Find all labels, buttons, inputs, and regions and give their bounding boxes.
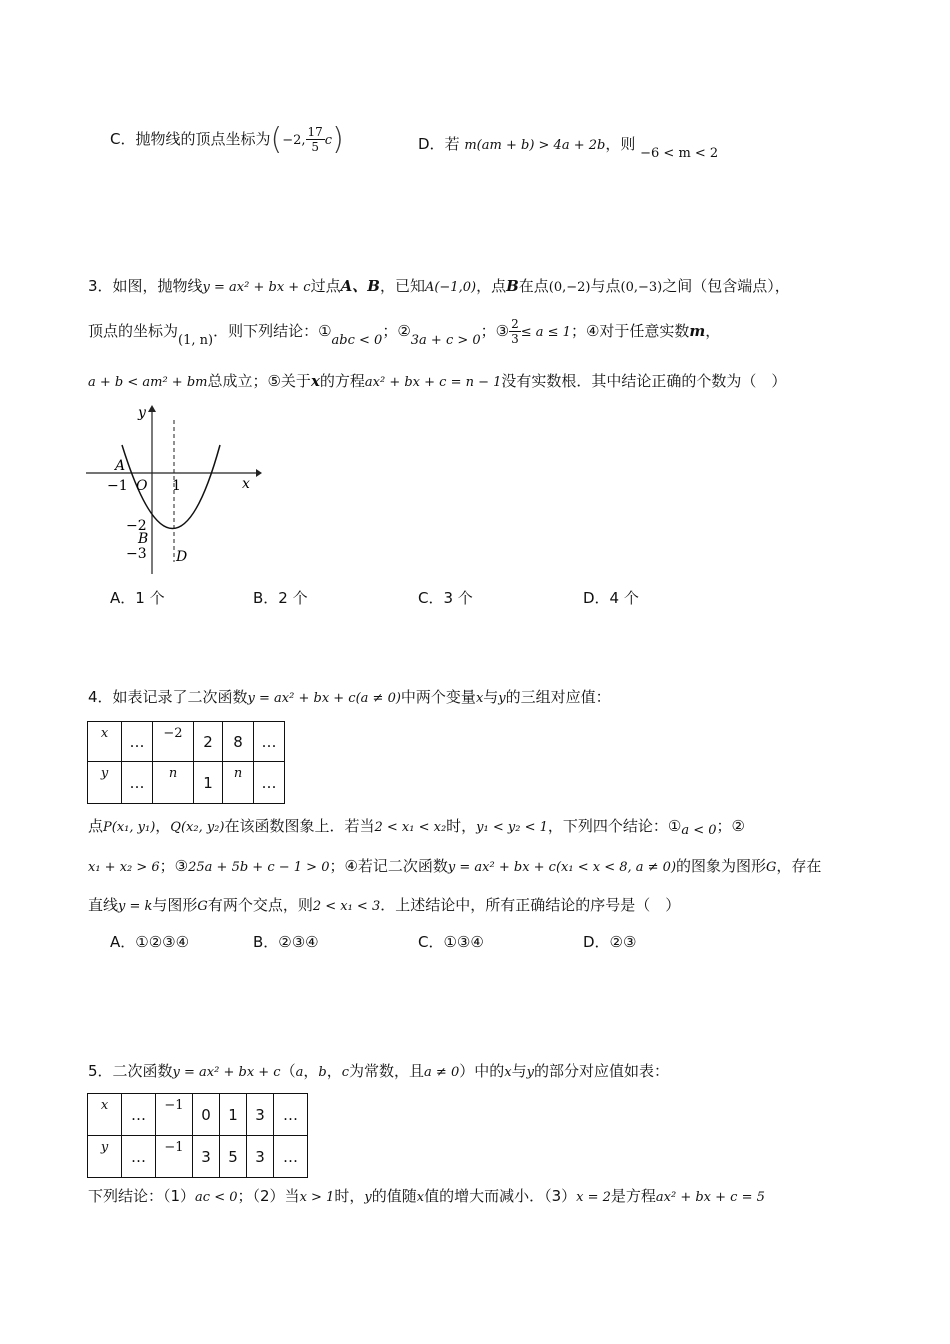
q4-l2-m2: Q(x₂, y₂): [170, 820, 225, 835]
q5-l1-m3: b: [318, 1065, 327, 1080]
q3-frac-den: 3: [511, 332, 519, 346]
q3-l3-m1: a + b < am² + bm: [88, 375, 208, 390]
q5-l1-f: ）中的: [459, 1062, 505, 1080]
graph-D-label: D: [176, 549, 188, 565]
q2-option-c-math-b: c: [324, 133, 333, 148]
graph-x-arrow: [256, 469, 262, 477]
q5-l2-m2: x > 1: [299, 1190, 335, 1205]
q5-l2-m3: y: [364, 1190, 372, 1205]
q2-option-d-math-b: −6 < m < 2: [640, 146, 719, 161]
q4-l2-m4: y₁ < y₂ < 1: [476, 820, 548, 835]
graph-A-label: A: [115, 458, 126, 474]
q3-l1-i: 之间（包含端点），: [662, 277, 790, 295]
q5-l1-e: 为常数，且: [349, 1062, 425, 1080]
q5-l2-m5: x = 2: [576, 1190, 611, 1205]
q5-l1-m7: y: [526, 1065, 534, 1080]
q4-line2: [88, 815, 745, 836]
graph-one-label: 1: [172, 478, 181, 494]
q3-l2-b: ．则下列结论：①: [213, 322, 332, 340]
q2-option-c: [110, 122, 344, 157]
q4-l3-d: ，存在: [776, 857, 822, 875]
q3-line1: [88, 275, 790, 296]
q4-cell: −2: [153, 722, 194, 762]
q4-l1-m2: (a ≠ 0): [355, 691, 401, 706]
q3-l2-c: ；②: [382, 322, 411, 340]
q4-cell: 2: [194, 722, 223, 762]
q3-l1-g: 在点: [518, 277, 549, 295]
q5-l1-a: 5．二次函数: [88, 1062, 173, 1080]
q3-l1-f: B: [506, 277, 519, 295]
q5-l2-c: 时，: [334, 1187, 365, 1205]
graph-neg2-label: −2: [126, 518, 147, 534]
q4-l3-m2: 25a + 5b + c − 1 > 0: [188, 860, 330, 875]
q4-l3-m1: x₁ + x₂ > 6: [88, 860, 160, 875]
q4-l3-b: ；④若记二次函数: [329, 857, 448, 875]
q5-cell: 3: [247, 1094, 274, 1136]
graph-neg1-label: −1: [107, 478, 128, 494]
q4-l2-f: ；②: [716, 817, 745, 835]
q5-cell: 3: [247, 1136, 274, 1178]
q4-cell: n: [153, 762, 194, 804]
q5-l1-m4: c: [341, 1065, 350, 1080]
q4-line3: [88, 855, 821, 876]
q4-cell-x-header: x: [88, 722, 122, 762]
q2-option-c-math-a: −2,: [282, 133, 306, 148]
q4-value-table: [87, 721, 285, 804]
q4-l2-m3: 2 < x₁ < x₂: [374, 820, 447, 835]
q4-line1: [88, 686, 611, 707]
q5-l1-d: ，: [326, 1062, 342, 1080]
q5-l1-g: 与: [511, 1062, 527, 1080]
q3-l2-fraction: [509, 317, 521, 346]
q3-l1-m2: A(−1,0): [424, 280, 477, 295]
q5-cell: 1: [220, 1094, 247, 1136]
q4-option-a: A．①②③④: [110, 933, 190, 951]
q5-cell: −1: [156, 1136, 193, 1178]
q4-option-b: B．②③④: [253, 933, 319, 951]
q3-line2: [88, 317, 720, 346]
q4-l2-m5: a < 0: [681, 823, 717, 838]
q4-cell: 1: [194, 762, 223, 804]
q4-l1-a: 4．如表记录了二次函数: [88, 688, 248, 706]
q3-l2-e: ；④对于任意实数: [570, 322, 690, 340]
q4-l3-c: 的图象为图形: [676, 857, 767, 875]
q4-l4-m2: G: [197, 899, 208, 914]
q5-l1-c: ，: [303, 1062, 319, 1080]
q5-l1-m1: y = ax² + bx + c: [172, 1065, 281, 1080]
q2-frac-den: 5: [311, 140, 319, 154]
q4-l1-m3: x: [475, 691, 484, 706]
q2-paren-right: ): [332, 122, 344, 157]
q4-l2-d: 时，: [446, 817, 477, 835]
q3-option-c: C．3 个: [418, 589, 473, 607]
table-row: [88, 762, 285, 804]
q3-l3-b: x: [310, 372, 320, 390]
q4-l1-d: 的三组对应值：: [505, 688, 611, 706]
q5-l2-b: ；（2）当: [237, 1187, 300, 1205]
q3-option-b: B．2 个: [253, 589, 308, 607]
graph-neg3-label: −3: [126, 546, 147, 562]
q3-l2-f: m: [689, 322, 706, 340]
q5-line1: [88, 1060, 669, 1081]
q5-cell-y-header: y: [88, 1136, 122, 1178]
q4-l4-d: ．上述结论中，所有正确结论的序号是（ ）: [380, 896, 681, 914]
q5-line2: [88, 1185, 765, 1206]
q5-l1-b: （: [280, 1062, 296, 1080]
q3-l1-e: ，点: [476, 277, 507, 295]
q3-l1-d: ，已知: [379, 277, 425, 295]
q5-cell: 0: [193, 1094, 220, 1136]
q4-cell: n: [223, 762, 254, 804]
q3-l2-g: ，: [705, 322, 721, 340]
q3-l3-a: 总成立；⑤关于: [207, 372, 311, 390]
q5-value-table: [87, 1093, 308, 1178]
q4-l3-m3: y = ax² + bx + c(x₁ < x < 8, a ≠ 0): [447, 860, 677, 875]
q5-l1-m6: x: [504, 1065, 512, 1080]
q4-l2-e: ，下列四个结论：①: [547, 817, 682, 835]
q2-option-d: [418, 133, 719, 161]
q4-l4-m3: 2 < x₁ < 3: [312, 899, 381, 914]
q5-cell: …: [122, 1094, 156, 1136]
q4-line4: [88, 894, 680, 915]
q5-cell: …: [122, 1136, 156, 1178]
q3-l3-c: 的方程: [319, 372, 365, 390]
q2-frac-num: 17: [307, 125, 323, 139]
q2-option-d-text-a: 若: [444, 135, 460, 153]
q5-l1-m2: a: [295, 1065, 304, 1080]
q3-l1-m1: y = ax² + bx + c: [202, 280, 311, 295]
q3-parabola-graph: [84, 400, 264, 580]
q4-l1-m1: y = ax² + bx + c: [247, 691, 356, 706]
q3-l1-c: A、B: [340, 277, 380, 295]
q3-option-a: A．1 个: [110, 589, 165, 607]
q4-l2-a: 点: [88, 817, 104, 835]
q3-l1-a: 3．如图，抛物线: [88, 277, 203, 295]
q5-l2-f: 是方程: [610, 1187, 656, 1205]
graph-x-label: x: [242, 476, 250, 492]
table-row: [88, 1136, 308, 1178]
table-row: [88, 1094, 308, 1136]
graph-y-label: y: [138, 405, 146, 421]
q4-cell-y-header: y: [88, 762, 122, 804]
q3-l2-m2: abc < 0: [331, 333, 383, 348]
q4-option-c: C．①③④: [418, 933, 484, 951]
table-row: [88, 722, 285, 762]
q4-l4-a: 直线: [88, 896, 119, 914]
q4-option-d: D．②③: [583, 933, 637, 951]
q2-paren-left: (: [270, 122, 283, 157]
q5-cell: 3: [193, 1136, 220, 1178]
q2-option-d-prefix: D．: [418, 135, 445, 153]
q2-option-c-prefix: C．: [110, 130, 136, 148]
q5-l2-m6: ax² + bx + c = 5: [655, 1190, 765, 1205]
q4-cell: …: [254, 762, 285, 804]
q4-l4-b: 与图形: [152, 896, 198, 914]
q4-l4-c: 有两个交点，则: [207, 896, 313, 914]
q4-l2-c: 在该函数图象上．若当: [224, 817, 375, 835]
q4-l2-m1: P(x₁, y₁): [103, 820, 156, 835]
q3-l2-m1: (1, n): [178, 333, 214, 348]
q2-option-c-fraction: [306, 125, 325, 154]
q5-l2-a: 下列结论：（1）: [88, 1187, 196, 1205]
q4-cell: 8: [223, 722, 254, 762]
q4-l1-c: 与: [483, 688, 499, 706]
q3-l3-m2: ax² + bx + c = n − 1: [364, 375, 502, 390]
q4-l1-b: 中两个变量: [400, 688, 476, 706]
q4-cell: …: [254, 722, 285, 762]
q4-cell: …: [122, 722, 153, 762]
q5-cell: −1: [156, 1094, 193, 1136]
q3-l1-m3: (0,−2): [548, 280, 591, 295]
q3-frac-num: 2: [511, 317, 519, 331]
graph-O-label: O: [136, 478, 148, 494]
q5-l2-m4: x: [416, 1190, 425, 1205]
q4-cell: …: [122, 762, 153, 804]
q3-l2-d: ；③: [480, 322, 510, 340]
q5-cell: 5: [220, 1136, 247, 1178]
q3-l1-b: 过点: [310, 277, 341, 295]
q5-l2-d: 的值随: [371, 1187, 417, 1205]
q3-l1-m4: (0,−3): [620, 280, 663, 295]
q5-cell: …: [274, 1094, 308, 1136]
q4-l3-a: ；③: [159, 857, 189, 875]
graph-B-label: B: [138, 531, 149, 547]
q3-line3: [88, 370, 786, 391]
q3-l2-a: 顶点的坐标为: [88, 322, 179, 340]
q2-option-d-math-a: m(am + b) > 4a + 2b: [464, 138, 606, 153]
q4-l1-m4: y: [498, 691, 506, 706]
q3-l2-m3: 3a + c > 0: [410, 333, 481, 348]
q5-l1-h: 的部分对应值如表：: [533, 1062, 669, 1080]
q5-l2-m1: ac < 0: [195, 1190, 238, 1205]
q3-l2-m4: ≤ a ≤ 1: [520, 325, 571, 340]
q3-l1-h: 与点: [590, 277, 621, 295]
q5-cell-x-header: x: [88, 1094, 122, 1136]
q3-option-d: D．4 个: [583, 589, 639, 607]
q5-l1-m5: a ≠ 0: [424, 1065, 460, 1080]
graph-y-arrow: [148, 405, 156, 412]
q2-option-d-text-b: ，则: [605, 135, 636, 153]
q3-l3-d: 没有实数根．其中结论正确的个数为（ ）: [501, 372, 787, 390]
q5-cell: …: [274, 1136, 308, 1178]
q5-l2-e: 值的增大而减小．（3）: [424, 1187, 577, 1205]
q4-l3-m4: G: [766, 860, 777, 875]
q4-l2-b: ，: [155, 817, 171, 835]
q4-l4-m1: y = k: [118, 899, 153, 914]
q2-option-c-text: 抛物线的顶点坐标为: [135, 130, 271, 148]
